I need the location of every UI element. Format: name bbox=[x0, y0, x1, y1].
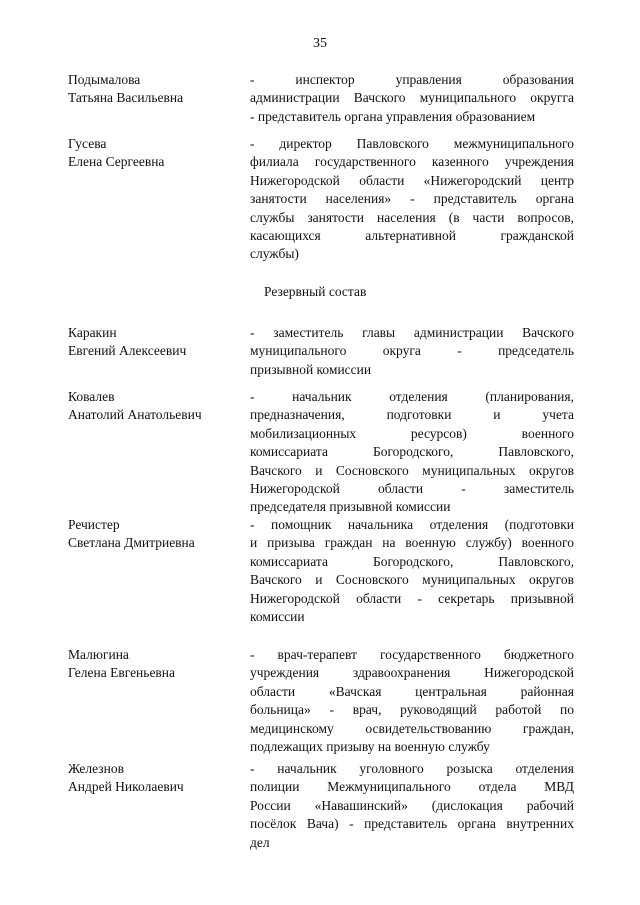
position-line: учреждения здравоохранения Нижегородской bbox=[250, 665, 574, 681]
position-line: - врач-терапевт государственного бюджетного bbox=[250, 647, 574, 662]
position-line: мобилизационных ресурсов) военного bbox=[250, 425, 574, 441]
surname: Гусева bbox=[68, 136, 107, 151]
position-line: занятости населения» - представитель органа bbox=[250, 191, 574, 207]
given-names: Анатолий Анатольевич bbox=[68, 407, 202, 423]
position-line: комиссии bbox=[250, 609, 305, 625]
member-name bbox=[68, 388, 243, 425]
member-position bbox=[250, 388, 574, 517]
member-name bbox=[68, 324, 243, 361]
position-line: - инспектор управления образования bbox=[250, 72, 574, 87]
member-name bbox=[68, 516, 243, 553]
member-position bbox=[250, 135, 574, 264]
position-line: призывной комиссии bbox=[250, 361, 372, 377]
page-number: 35 bbox=[313, 36, 327, 51]
position-line: предназначения, подготовки и учета bbox=[250, 407, 574, 423]
position-line: больница» - врач, руководящий работой по bbox=[250, 702, 574, 718]
member-position bbox=[250, 760, 574, 852]
position-line: службы) bbox=[250, 246, 299, 262]
position-line: дел bbox=[250, 834, 270, 850]
given-names: Светлана Дмитриевна bbox=[68, 535, 195, 551]
position-line: касающихся альтернативной гражданской bbox=[250, 228, 574, 244]
position-line: Вачского и Сосновского муниципальных округов bbox=[250, 572, 574, 588]
surname: Ковалев bbox=[68, 389, 115, 404]
surname: Каракин bbox=[68, 325, 117, 340]
position-line: - заместитель главы администрации Вачского bbox=[250, 325, 574, 340]
member-position bbox=[250, 71, 574, 126]
member-name bbox=[68, 760, 243, 797]
position-line: и призыва граждан на военную службу) военного bbox=[250, 535, 574, 551]
given-names: Татьяна Васильевна bbox=[68, 90, 184, 106]
position-line: - представитель органа управления образованием bbox=[250, 108, 536, 124]
member-name bbox=[68, 71, 243, 108]
position-line: медицинскому освидетельствованию граждан, bbox=[250, 720, 574, 736]
member-position bbox=[250, 324, 574, 379]
position-line: службы занятости населения (в части вопросов, bbox=[250, 209, 574, 225]
surname: Малюгина bbox=[68, 647, 129, 662]
position-line: посёлок Вача) - представитель органа внутренних bbox=[250, 816, 574, 832]
position-line: муниципального округа - председатель bbox=[250, 343, 574, 359]
position-line: комиссариата Богородского, Павловского, bbox=[250, 553, 574, 569]
position-line: подлежащих призыву на военную службу bbox=[250, 739, 490, 755]
member-name bbox=[68, 646, 243, 683]
position-line: Нижегородской области - заместитель bbox=[250, 481, 574, 497]
position-line: администрации Вачского муниципального округга bbox=[250, 90, 574, 106]
position-line: Нижегородской области - секретарь призывной bbox=[250, 590, 574, 606]
member-position bbox=[250, 646, 574, 756]
position-line: России «Навашинский» (дислокация рабочий bbox=[250, 797, 574, 813]
position-line: - начальник уголовного розыска отделения bbox=[250, 761, 574, 776]
position-line: Вачского и Сосновского муниципальных округов bbox=[250, 462, 574, 478]
member-position bbox=[250, 516, 574, 626]
given-names: Евгений Алексеевич bbox=[68, 343, 187, 359]
given-names: Гелена Евгеньевна bbox=[68, 665, 176, 681]
given-names: Елена Сергеевна bbox=[68, 154, 165, 170]
position-line: - помощник начальника отделения (подготовки bbox=[250, 517, 574, 532]
position-line: председателя призывной комиссии bbox=[250, 499, 451, 515]
position-line: - директор Павловского межмуниципального bbox=[250, 136, 574, 151]
surname: Подымалова bbox=[68, 72, 141, 87]
section-heading: Резервный состав bbox=[264, 284, 367, 299]
member-name bbox=[68, 135, 243, 172]
position-line: - начальник отделения (планирования, bbox=[250, 389, 574, 404]
surname: Речистер bbox=[68, 517, 120, 532]
position-line: области «Вачская центральная районная bbox=[250, 683, 574, 699]
position-line: Нижегородской области «Нижегородский центр bbox=[250, 172, 574, 188]
position-line: полиции Межмуниципального отдела МВД bbox=[250, 779, 574, 795]
position-line: филиала государственного казенного учреждения bbox=[250, 154, 574, 170]
position-line: комиссариата Богородского, Павловского, bbox=[250, 444, 574, 460]
given-names: Андрей Николаевич bbox=[68, 779, 184, 795]
surname: Железнов bbox=[68, 761, 124, 776]
